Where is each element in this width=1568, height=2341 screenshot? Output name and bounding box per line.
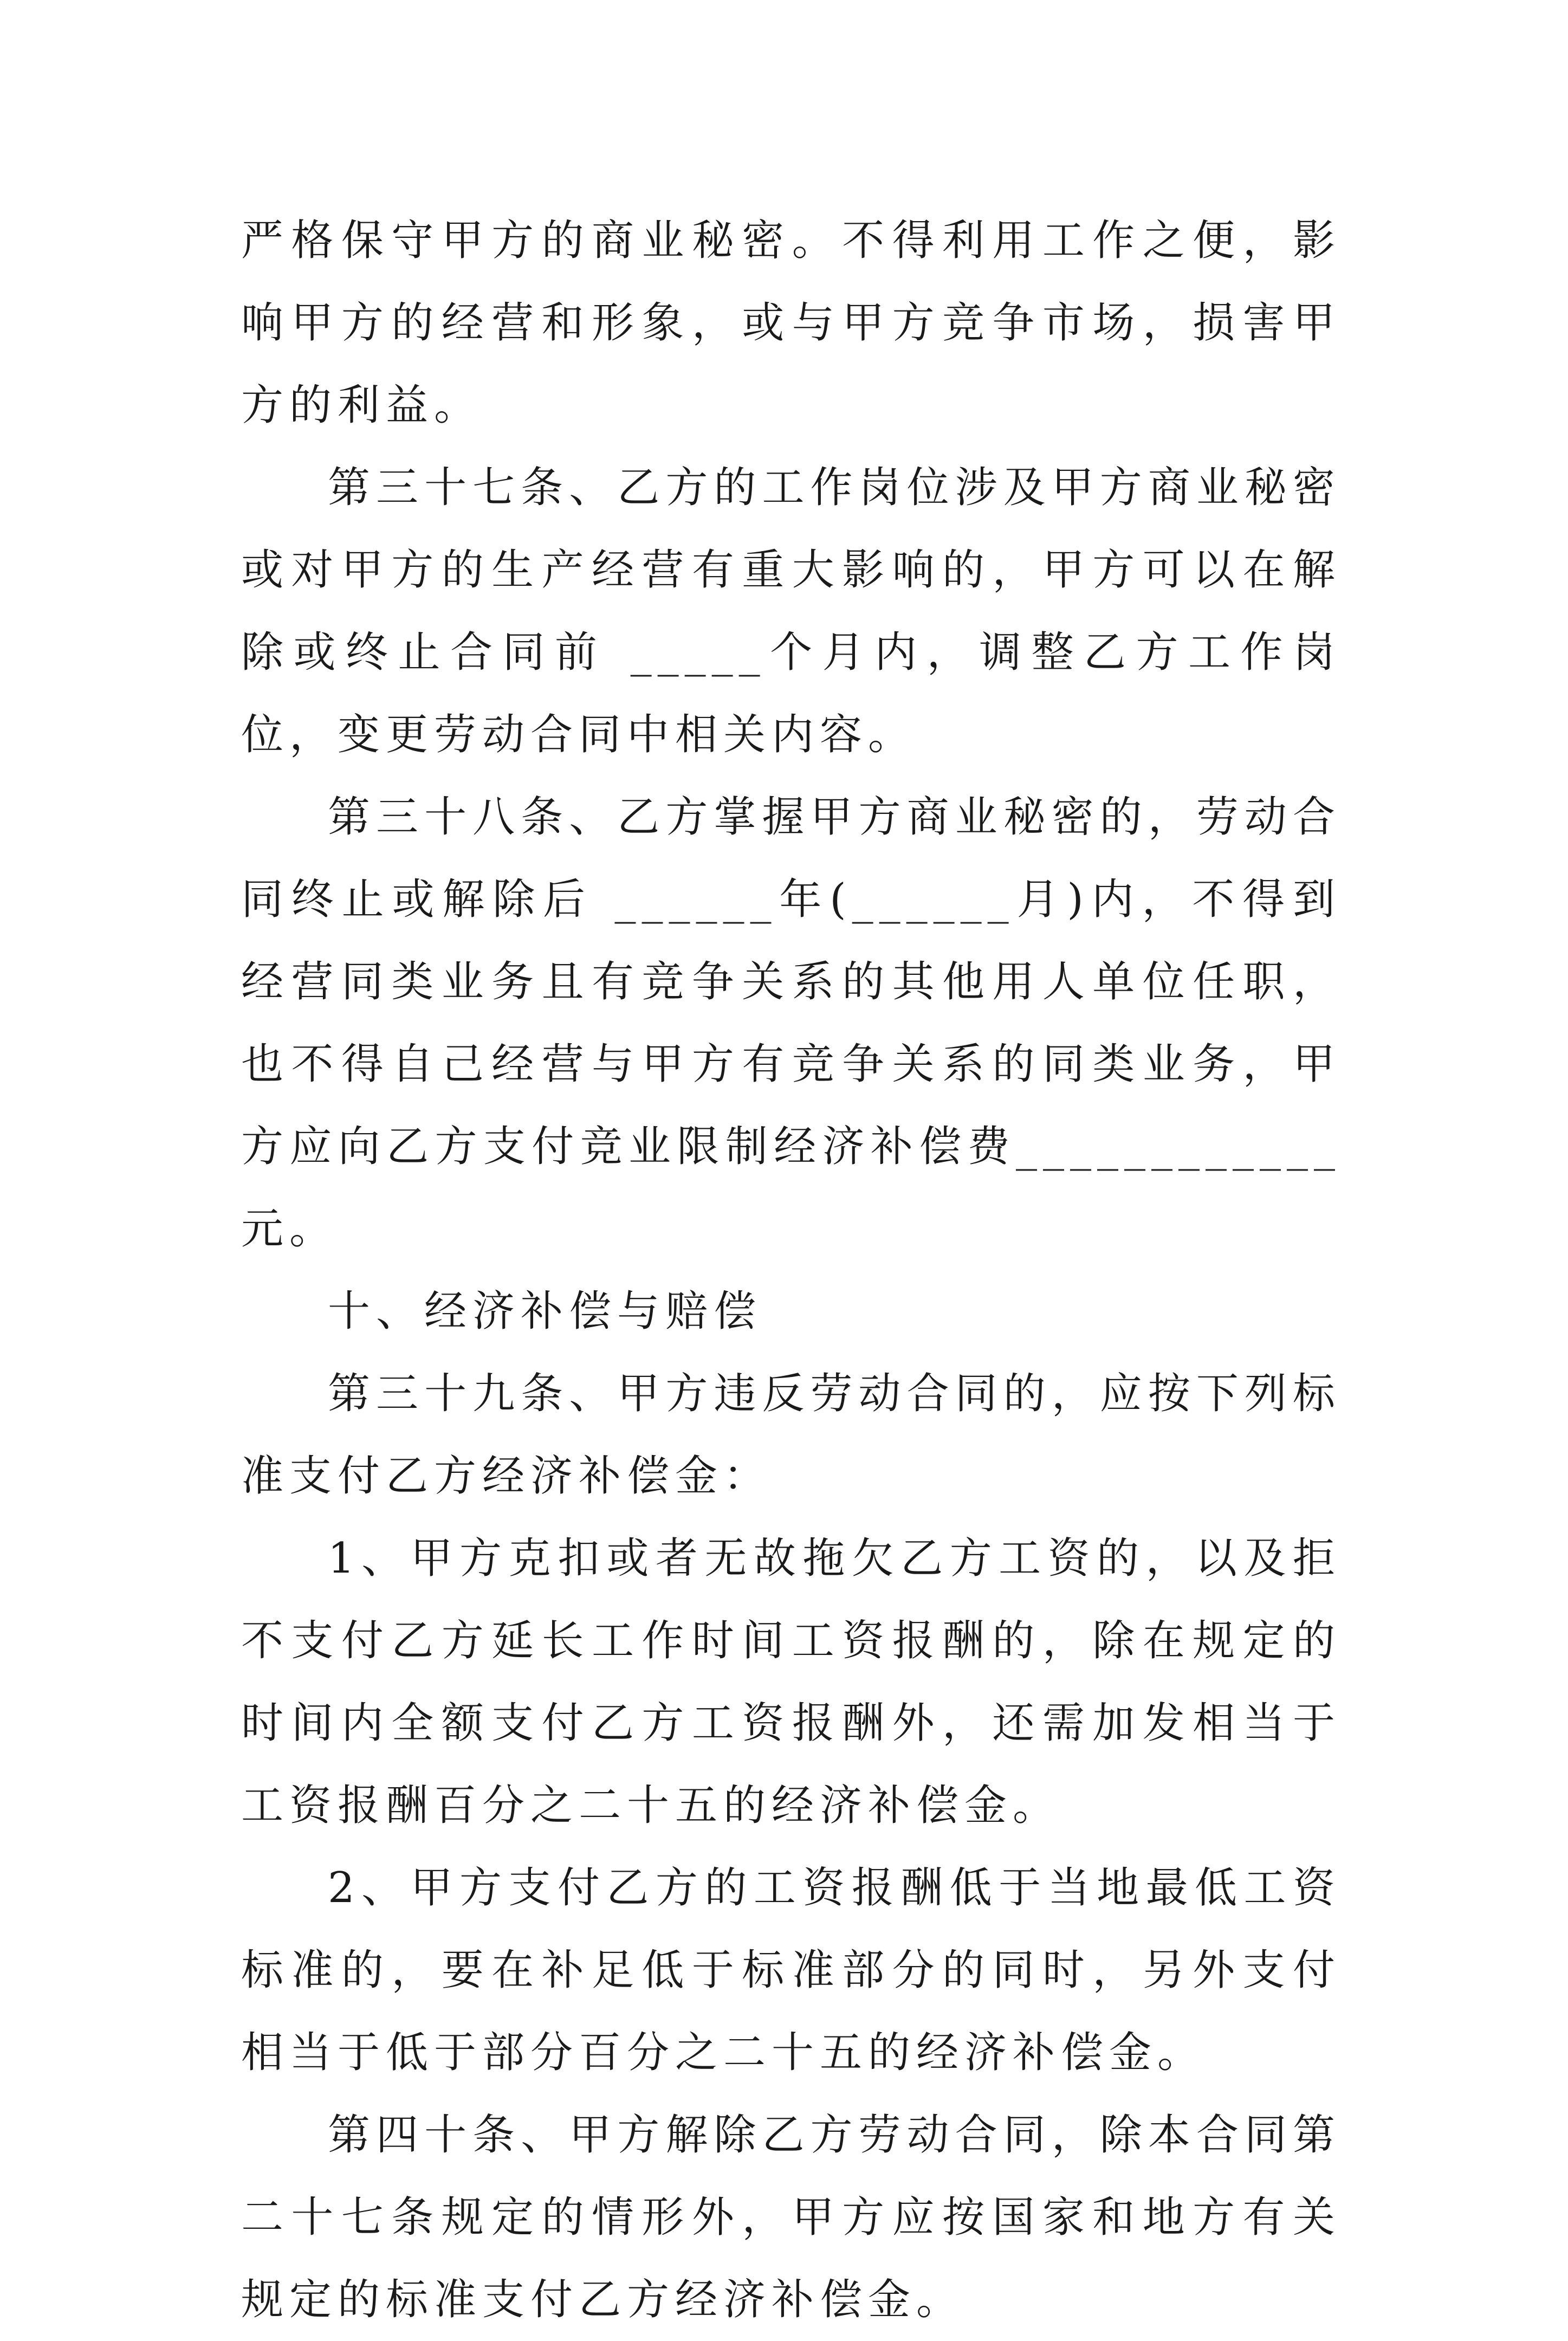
paragraph-item-2: 2、甲方支付乙方的工资报酬低于当地最低工资标准的，要在补足低于标准部分的同时，另外支付相当于低于部分百分之二十五的经济补偿金。	[241, 1864, 1341, 2077]
paragraph-article-40: 第四十条、甲方解除乙方劳动合同，除本合同第二十七条规定的情形外，甲方应按国家和地方有关规定的标准支付乙方经济补偿金。	[241, 2111, 1341, 2324]
section-heading-compensation: 十、经济补偿与赔偿	[328, 1287, 762, 1336]
paragraph-article-37: 第三十七条、乙方的工作岗位涉及甲方商业秘密或对甲方的生产经营有重大影响的，甲方可以在解除或终止合同前 _____个月内，调整乙方工作岗位，变更劳动合同中相关内容。	[241, 463, 1341, 759]
paragraph-article-39: 第三十九条、甲方违反劳动合同的，应按下列标准支付乙方经济补偿金：	[241, 1369, 1341, 1501]
paragraph-confidentiality-continued: 严格保守甲方的商业秘密。不得利用工作之便，影响甲方的经营和形象，或与甲方竞争市场，损害甲方的利益。	[241, 216, 1341, 430]
paragraph-article-38: 第三十八条、乙方掌握甲方商业秘密的，劳动合同终止或解除后 ______年(______月)内，不得到经营同类业务且有竞争关系的其他用人单位任职，也不得自己经营与甲方有竞争关系的同类业务，甲方应向乙方支付竞业限制经济补偿费____________元。	[241, 793, 1341, 1253]
document-page	[241, 199, 1341, 2341]
paragraph-item-1: 1、甲方克扣或者无故拖欠乙方工资的，以及拒不支付乙方延长工作时间工资报酬的，除在规定的时间内全额支付乙方工资报酬外，还需加发相当于工资报酬百分之二十五的经济补偿金。	[241, 1534, 1341, 1830]
